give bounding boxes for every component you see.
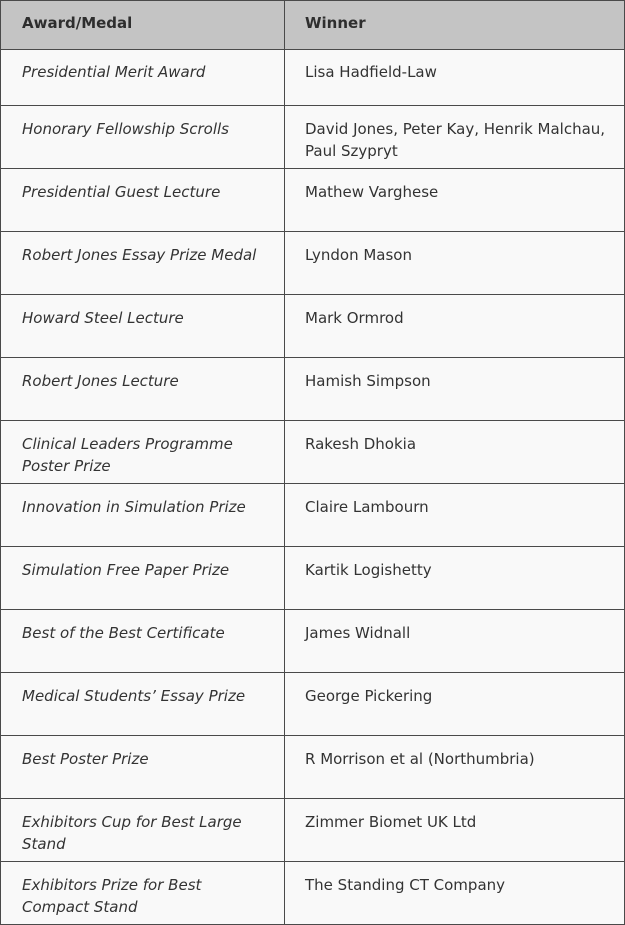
winner-cell: Rakesh Dhokia — [285, 421, 625, 484]
table-row — [1, 232, 625, 295]
table-row — [1, 169, 625, 232]
award-cell: Presidential Merit Award — [1, 50, 285, 106]
award-cell: Best Poster Prize — [1, 736, 285, 799]
award-cell: Robert Jones Lecture — [1, 358, 285, 421]
column-header-award: Award/Medal — [1, 1, 285, 50]
award-cell: Best of the Best Certificate — [1, 610, 285, 673]
winner-cell: David Jones, Peter Kay, Henrik Malchau, Paul Szypryt — [285, 106, 625, 169]
award-cell: Robert Jones Essay Prize Medal — [1, 232, 285, 295]
table-row — [1, 50, 625, 106]
award-cell: Exhibitors Prize for Best Compact Stand — [1, 862, 285, 925]
award-cell: Clinical Leaders Programme Poster Prize — [1, 421, 285, 484]
award-cell: Medical Students’ Essay Prize — [1, 673, 285, 736]
table-row — [1, 799, 625, 862]
winner-cell: Hamish Simpson — [285, 358, 625, 421]
award-cell: Innovation in Simulation Prize — [1, 484, 285, 547]
winner-cell: Mathew Varghese — [285, 169, 625, 232]
winner-cell: George Pickering — [285, 673, 625, 736]
table-row — [1, 736, 625, 799]
column-header-winner: Winner — [285, 1, 625, 50]
winner-cell: The Standing CT Company — [285, 862, 625, 925]
table-row — [1, 358, 625, 421]
table-row — [1, 862, 625, 925]
winner-cell: Kartik Logishetty — [285, 547, 625, 610]
winner-cell: Lisa Hadfield-Law — [285, 50, 625, 106]
award-cell: Honorary Fellowship Scrolls — [1, 106, 285, 169]
award-cell: Presidential Guest Lecture — [1, 169, 285, 232]
award-cell: Exhibitors Cup for Best Large Stand — [1, 799, 285, 862]
table-header-row — [1, 1, 625, 50]
winner-cell: James Widnall — [285, 610, 625, 673]
table-row — [1, 106, 625, 169]
winner-cell: Mark Ormrod — [285, 295, 625, 358]
table-row — [1, 673, 625, 736]
table-row — [1, 421, 625, 484]
table-row — [1, 484, 625, 547]
winner-cell: R Morrison et al (Northumbria) — [285, 736, 625, 799]
table-row — [1, 295, 625, 358]
table-row — [1, 610, 625, 673]
table-row — [1, 547, 625, 610]
winner-cell: Zimmer Biomet UK Ltd — [285, 799, 625, 862]
award-cell: Simulation Free Paper Prize — [1, 547, 285, 610]
award-cell: Howard Steel Lecture — [1, 295, 285, 358]
winner-cell: Claire Lambourn — [285, 484, 625, 547]
winner-cell: Lyndon Mason — [285, 232, 625, 295]
